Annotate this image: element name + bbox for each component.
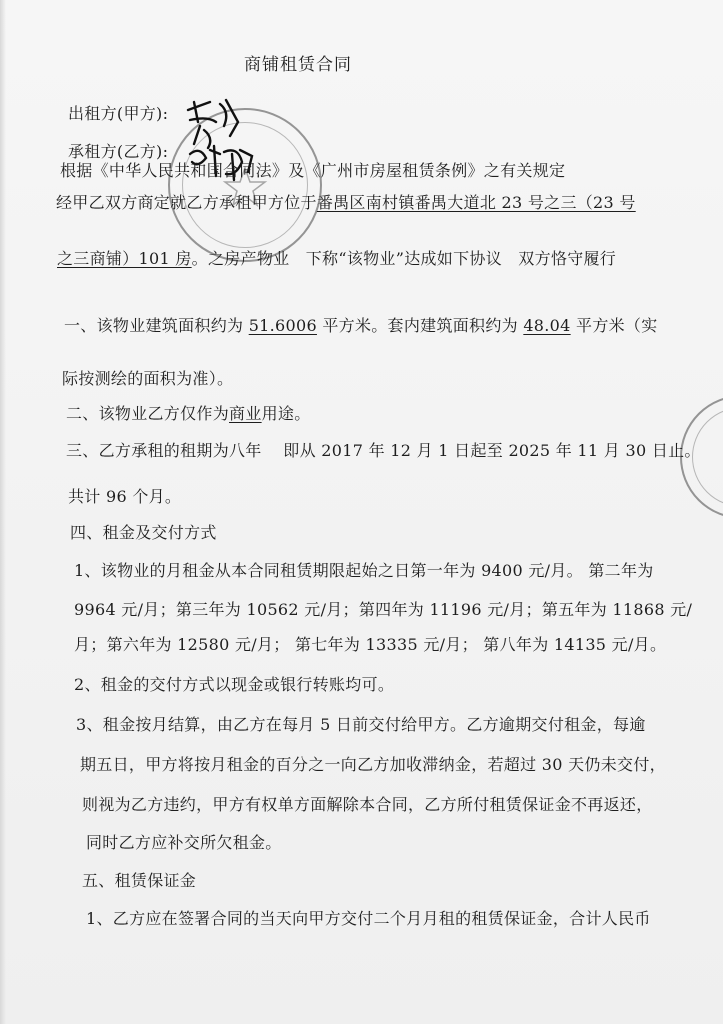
- clause-1-line-2: 际按测绘的面积为准）。: [62, 369, 234, 388]
- usage-type: 商业: [229, 404, 262, 423]
- clause-4-3-line-4: 同时乙方应补交所欠租金。: [86, 833, 282, 852]
- property-unit: 之三商铺）101 房: [57, 249, 192, 268]
- clause-4-3-line-3: 则视为乙方违约，甲方有权单方面解除本合同，乙方所付租赁保证金不再返还，: [82, 795, 653, 814]
- intro-line-1: 根据《中华人民共和国合同法》及《广州市房屋租赁条例》之有关规定: [60, 161, 566, 180]
- clause-1-line-1: 一、该物业建筑面积约为 51.6006 平方米。套内建筑面积约为 48.04 平方米（实: [64, 316, 658, 335]
- inner-area: 48.04: [523, 316, 571, 335]
- clause-3-line-2: 共计 96 个月。: [68, 487, 182, 506]
- clause-4-3-line-1: 3、租金按月结算，由乙方在每月 5 日前交付给甲方。乙方逾期交付租金，每逾: [76, 715, 646, 734]
- clause-4-title: 四、租金及交付方式: [70, 523, 217, 542]
- lessor-label: 出租方(甲方):: [68, 104, 169, 123]
- intro-line-2: 经甲乙双方商定就乙方承租甲方位于番禺区南村镇番禺大道北 23 号之三（23 号: [56, 193, 636, 212]
- clause-3-line-1: 三、乙方承租的租期为八年 即从 2017 年 12 月 1 日起至 2025 年 11 月 30 日止。: [66, 441, 701, 460]
- clause-4-2: 2、租金的交付方式以现金或银行转账均可。: [74, 675, 395, 694]
- clause-4-1-line-3: 月；第六年为 12580 元/月； 第七年为 13335 元/月； 第八年为 14135 元/月。: [74, 635, 667, 654]
- intro-line-3: 之三商铺）101 房。之房产物业 下称“该物业”达成如下协议 双方恪守履行: [57, 249, 617, 268]
- lessee-label: 承租方(乙方):: [68, 142, 169, 161]
- clause-2: 二、该物业乙方仅作为商业用途。: [66, 404, 311, 423]
- property-address: 番禺区南村镇番禺大道北 23 号之三（23 号: [316, 193, 636, 212]
- contract-title: 商铺租赁合同: [244, 55, 352, 75]
- scan-edge-shadow: [0, 0, 6, 1024]
- clause-5-title: 五、租赁保证金: [82, 871, 197, 890]
- clause-4-3-line-2: 期五日，甲方将按月租金的百分之一向乙方加收滞纳金，若超过 30 天仍未交付，: [80, 755, 666, 774]
- clause-4-1-line-2: 9964 元/月；第三年为 10562 元/月；第四年为 11196 元/月；第五年为 11868 元/: [74, 600, 693, 619]
- building-area: 51.6006: [248, 316, 317, 335]
- clause-4-1-line-1: 1、该物业的月租金从本合同租赁期限起始之日第一年为 9400 元/月。 第二年为: [74, 561, 654, 580]
- clause-5-1: 1、乙方应在签署合同的当天向甲方交付二个月月租的租赁保证金，合计人民币: [86, 909, 651, 928]
